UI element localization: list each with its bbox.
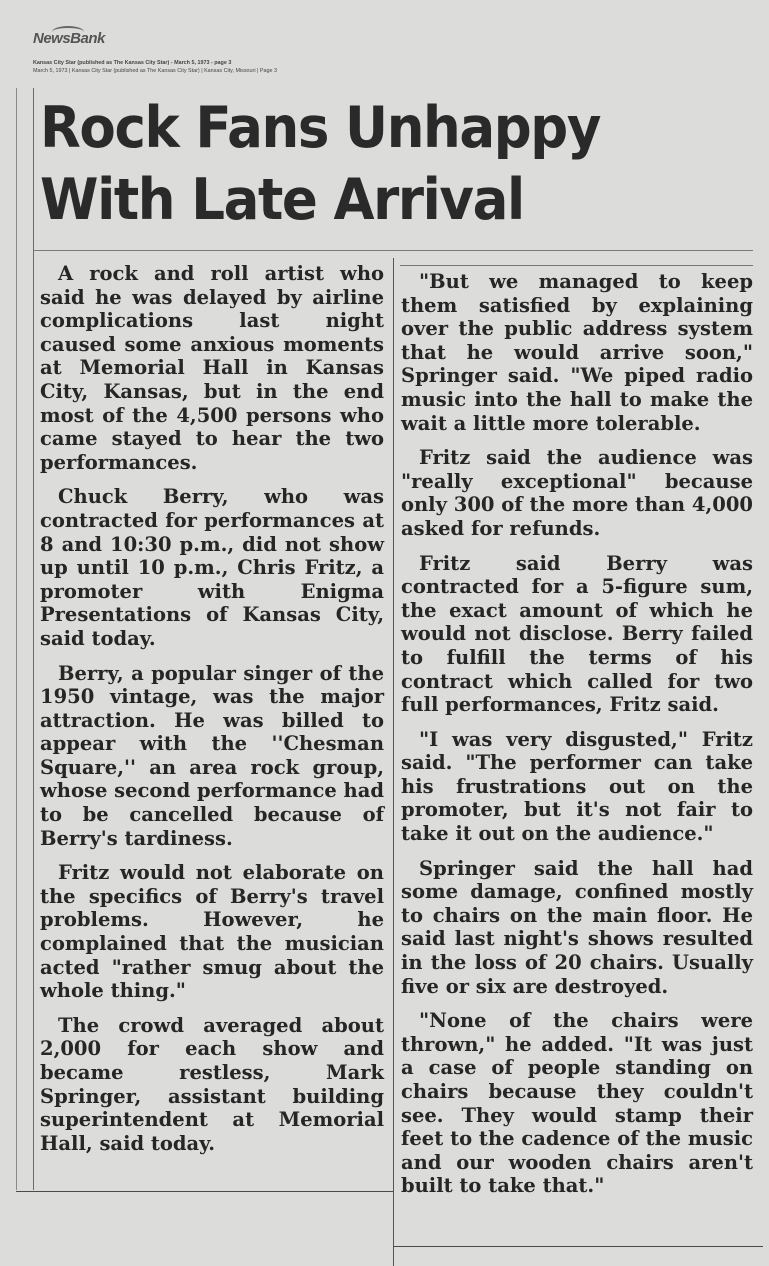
right-column-rule: [400, 265, 753, 266]
right-column-bottom-rule: [393, 1246, 763, 1247]
clipping-edge: [16, 88, 17, 1190]
column-divider: [393, 258, 394, 1266]
headline-line-1: Rock Fans Unhappy: [40, 95, 601, 161]
left-column: [40, 262, 384, 1166]
paragraph: "But we managed to keep them satisfied by explaining over the public address system that he would arrive soon," Springer said. "We piped radio music into the hall to make the wait a little more tolerable.: [401, 270, 753, 435]
paragraph: Fritz said the audience was "really exceptional" because only 300 of the more than 4,000 asked for refunds.: [401, 446, 753, 540]
right-column: [401, 270, 753, 1209]
paragraph: Springer said the hall had some damage, confined mostly to chairs on the main floor. He said last night's shows resulted in the loss of 20 chairs. Usually five or six are destroyed.: [401, 856, 753, 998]
paragraph: Berry, a popular singer of the 1950 vintage, was the major attraction. He was billed to appear with the ''Chesman Square,'' an area rock group, whose second performance had to be cancelled because of Berry's tardiness.: [40, 661, 384, 850]
paragraph: Fritz would not elaborate on the specifics of Berry's travel problems. However, he complained that the musician acted "rather smug about the whole thing.": [40, 861, 384, 1003]
paragraph: Chuck Berry, who was contracted for performances at 8 and 10:30 p.m., did not show up until 10 p.m., Chris Fritz, a promoter with Enigma Presentations of Kansas City, said today.: [40, 485, 384, 650]
clipping-border: [33, 88, 34, 1190]
paragraph: "I was very disgusted," Fritz said. "The performer can take his frustrations out on the promoter, but it's not fair to take it out on the audience.": [401, 727, 753, 846]
newsbank-logo: NewsBank: [33, 30, 105, 47]
paragraph: A rock and roll artist who said he was delayed by airline complications last night caused some anxious moments at Memorial Hall in Kansas City, Kansas, but in the end most of the 4,500 persons who came stayed to hear the two performances.: [40, 262, 384, 474]
headline-line-2: With Late Arrival: [40, 167, 524, 233]
paragraph: Fritz said Berry was contracted for a 5-figure sum, the exact amount of which he would not disclose. Berry failed to fulfill the terms of his contract which called for two full performances, Fritz said.: [401, 551, 753, 717]
source-citation-detail: March 5, 1973 | Kansas City Star (published as The Kansas City Star) | Kansas City, Missouri | Page 3: [33, 68, 277, 74]
headline-rule: [33, 250, 753, 251]
paragraph: The crowd averaged about 2,000 for each show and became restless, Mark Springer, assistant building superintendent at Memorial Hall, said today.: [40, 1013, 384, 1155]
source-citation: Kansas City Star (published as The Kansas City Star) - March 5, 1973 - page 3: [33, 60, 232, 66]
paragraph: "None of the chairs were thrown," he added. "It was just a case of people standing on chairs because they couldn't see. They would stamp their feet to the cadence of the music and our wooden chairs aren't built to take that.": [401, 1009, 753, 1198]
article-headline: [40, 92, 691, 236]
left-column-bottom-rule: [16, 1191, 393, 1192]
